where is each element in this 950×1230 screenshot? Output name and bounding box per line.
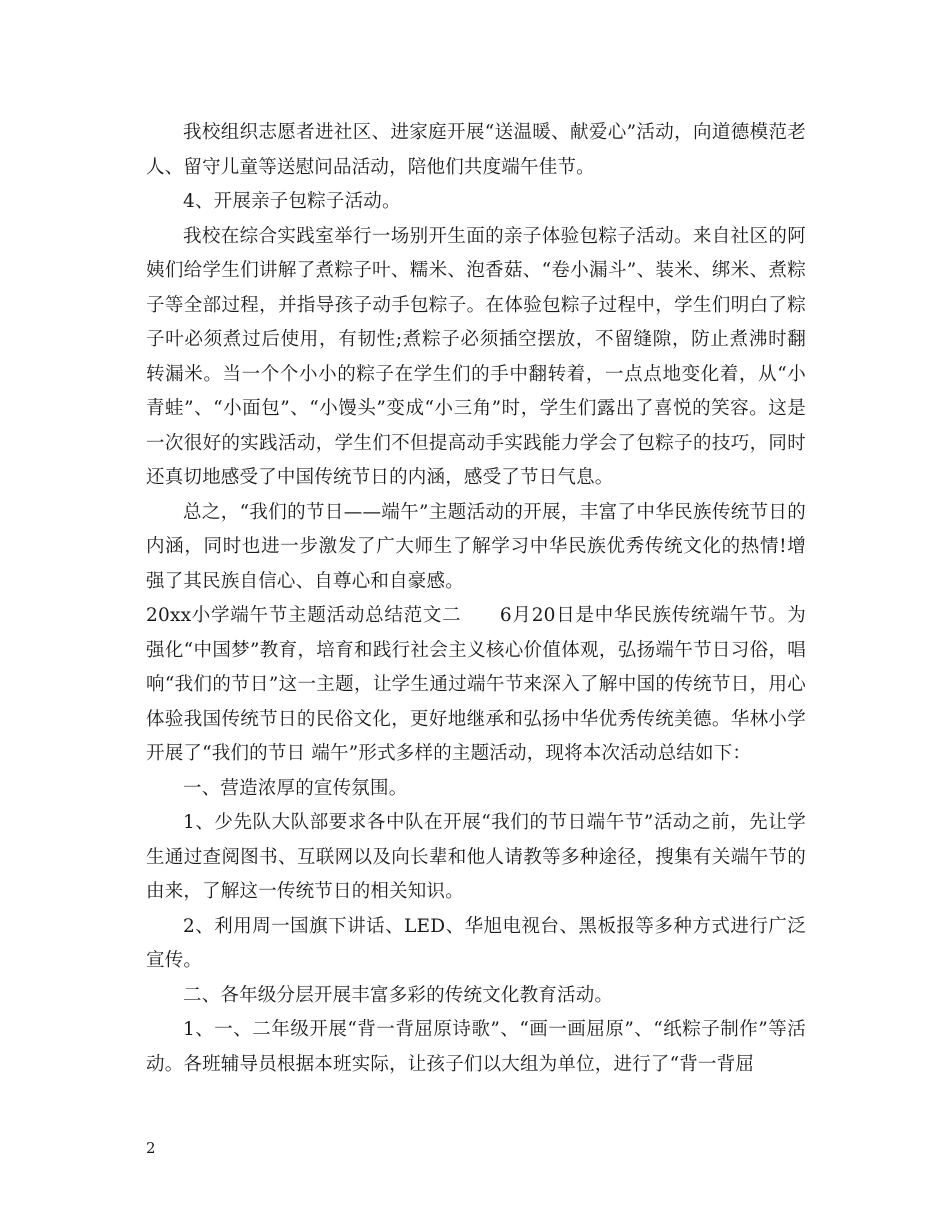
paragraph-heading-zongzi-activity: 4、开展亲子包粽子活动。 bbox=[183, 191, 401, 212]
paragraph-summary: 总之，“我们的节日——端午”主题活动的开展，丰富了中华民族传统节日的内涵，同时也进一步激发了广大师生了解学习中华民族优秀传统文化的热情!增强了其民族自信心、自尊心和自豪感。 bbox=[146, 501, 806, 592]
paragraph-publicity-methods: 2、利用周一国旗下讲话、LED、华旭电视台、黑板报等多种方式进行广泛宣传。 bbox=[146, 915, 806, 971]
page-number: 2 bbox=[146, 1139, 156, 1157]
paragraph-volunteer-activity: 我校组织志愿者进社区、进家庭开展“送温暖、献爱心”活动，向道德模范老人、留守儿童等送慰问品活动，陪他们共度端午佳节。 bbox=[146, 122, 806, 178]
paragraph-pioneers-requirement: 1、少先队大队部要求各中队在开展“我们的节日端午节”活动之前，先让学生通过查阅图书、互联网以及向长辈和他人请教等多种途径，搜集有关端午节的由来，了解这一传统节日的相关知识。 bbox=[146, 812, 806, 902]
paragraph-sample-two-intro: 20xx小学端午节主题活动总结范文二 6月20日是中华民族传统端午节。为强化“中国梦”教育，培育和践行社会主义核心价值体观，弘扬端午节日习俗，唱响“我们的节日”这一主题，让学生通过端午节来深入了解中国的传统节日，用心体验我国传统节日的民俗文化，更好地继承和弘扬中华优秀传统美德。华林小学开展了“我们的节日 端午”形式多样的主题活动，现将本次活动总结如下： bbox=[146, 605, 806, 764]
document-body bbox=[146, 116, 806, 1082]
paragraph-zongzi-experience: 我校在综合实践室举行一场别开生面的亲子体验包粽子活动。来自社区的阿姨们给学生们讲解了煮粽子叶、糯米、泡香菇、“卷小漏斗”、装米、绑米、煮粽子等全部过程，并指导孩子动手包粽子。在体验包粽子过程中，学生们明白了粽子叶必须煮过后使用，有韧性;煮粽子必须插空摆放，不留缝隙，防止煮沸时翻转漏米。当一个个小小的粽子在学生们的手中翻转着，一点点地变化着，从“小青蛙”、“小面包”、“小馒头”变成“小三角”时，学生们露出了喜悦的笑容。这是一次很好的实践活动，学生们不但提高动手实践能力学会了包粽子的技巧，同时还真切地感受了中国传统节日的内涵，感受了节日气息。 bbox=[146, 225, 806, 488]
paragraph-grade-one-two: 1、一、二年级开展“背一背屈原诗歌”、“画一画屈原”、“纸粽子制作”等活动。各班辅导员根据本班实际，让孩子们以大组为单位，进行了“背一背屈 bbox=[146, 1019, 806, 1075]
paragraph-heading-grade-activities: 二、各年级分层开展丰富多彩的传统文化教育活动。 bbox=[183, 984, 614, 1006]
paragraph-heading-atmosphere: 一、营造浓厚的宣传氛围。 bbox=[183, 777, 408, 799]
